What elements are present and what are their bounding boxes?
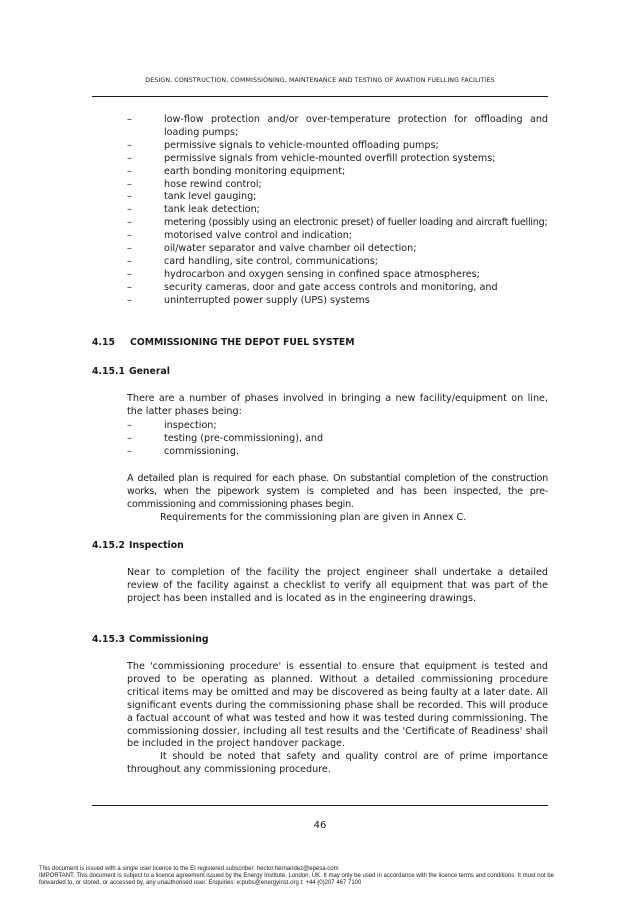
general-intro: There are a number of phases involved in bringing a new facility/equipment on line, the latter phases being: [127,393,548,417]
list-item-text: hydrocarbon and oxygen sensing in confined space atmospheres; [164,268,480,280]
list-item-text: commissioning. [164,445,239,457]
section-title: General [129,366,170,377]
section-title: Commissioning [129,634,209,645]
paragraph: Requirements for the commissioning plan are given in Annex C. [160,511,467,523]
section-number: 4.15.2 [92,540,125,551]
list-item-text: permissive signals to vehicle-mounted offloading pumps; [164,139,439,151]
list-item [127,191,548,204]
list-item [127,243,548,256]
list-item [127,269,548,282]
dash-bullet: – [127,445,132,457]
list-item-text: inspection; [164,420,217,431]
list-item [127,295,548,308]
dash-bullet: – [127,294,132,306]
list-item-text: permissive signals from vehicle-mounted overfill protection systems; [164,152,496,164]
list-item-text: metering (possibly using an electronic preset) of fueller loading and aircraft fuelling; [164,217,548,229]
commissioning-body [127,661,548,777]
dash-bullet: – [127,152,132,164]
list-item-text: oil/water separator and valve chamber oil detection; [164,243,417,255]
list-item-text: motorised valve control and indication; [164,230,353,242]
paragraph: A detailed plan is required for each phase. On substantial completion of the construction works, when the pipework system is completed and has been inspected, the pre-commissioning and commissioning phases begin. [127,473,548,510]
dash-bullet: – [127,217,132,229]
list-item [127,166,548,179]
list-item-text: tank level gauging; [164,191,257,203]
footer-divider [92,805,548,806]
list-item [127,446,548,459]
section-heading-4-15-2 [92,540,184,551]
list-item [127,433,548,446]
dash-bullet: – [127,191,132,203]
section-number: 4.15.3 [92,634,125,645]
list-item-text: security cameras, door and gate access controls and monitoring, and [164,281,498,293]
dash-bullet: – [127,204,132,216]
list-item-text: uninterrupted power supply (UPS) systems [164,294,370,306]
section-heading-4-15 [92,337,354,348]
paragraph: It should be noted that safety and quality control are of prime importance throughout any commissioning procedure. [127,751,548,776]
footer-line: IMPORTANT: This document is subject to a licence agreement issued by the Energy Institute, London, UK. It may only be used in accordance with the licence terms and conditions. It must not be [39,873,554,879]
list-item-text: hose rewind control; [164,178,262,190]
list-item-text: low-flow protection and/or over-temperature protection for offloading and loading pumps; [164,114,548,138]
dash-bullet: – [127,114,132,125]
dash-bullet: – [127,255,132,267]
equipment-list [127,114,548,308]
list-item [127,217,548,230]
section-heading-4-15-1 [92,366,170,377]
footer-line: forwarded to, or stored, or accessed by, any unauthorised user. Enquiries: e:pubs@energyinst.org t: +44 (0)207 467 7100 [39,880,362,886]
list-item [127,256,548,269]
dash-bullet: – [127,420,132,431]
dash-bullet: – [127,178,132,190]
header-divider [92,96,548,97]
dash-bullet: – [127,165,132,177]
inspection-body: Near to completion of the facility the project engineer shall undertake a detailed review of the facility against a checklist to verify all equipment that was part of the project has been installed and is located as in the engineering drawings. [127,567,548,604]
running-header: DESIGN, CONSTRUCTION, COMMISSIONING, MAINTENANCE AND TESTING OF AVIATION FUELLING FACILITIES [145,77,495,84]
dash-bullet: – [127,230,132,242]
dash-bullet: – [127,268,132,280]
list-item [127,114,548,140]
section-heading-4-15-3 [92,634,209,645]
section-number: 4.15 [92,337,115,348]
section-title: COMMISSIONING THE DEPOT FUEL SYSTEM [130,337,355,348]
dash-bullet: – [127,281,132,293]
general-body [127,473,548,525]
phases-list [127,420,548,459]
list-item [127,179,548,192]
list-item [127,153,548,166]
list-item [127,204,548,217]
dash-bullet: – [127,432,132,444]
list-item-text: testing (pre-commissioning), and [164,432,324,444]
licence-footer [39,866,609,887]
list-item-text: tank leak detection; [164,204,260,216]
section-number: 4.15.1 [92,366,125,377]
list-item [127,420,548,433]
dash-bullet: – [127,139,132,151]
paragraph: The 'commissioning procedure' is essential to ensure that equipment is tested and proved to be operating as planned. Without a detailed commissioning procedure critical items may be omitted and may be discovered as being faulty at a later date. All significant events during the commissioning phase shall be recorded. This will produce a factual account of what was tested and how it was tested during commissioning. The commissioning dossier, including all test results and the 'Certificate of Readiness' shall be included in the project handover package. [127,661,548,750]
list-item-text: card handling, site control, communications; [164,255,378,267]
page-number: 46 [313,820,327,831]
section-title: Inspection [129,540,184,551]
dash-bullet: – [127,243,132,255]
list-item [127,230,548,243]
list-item [127,282,548,295]
footer-line: This document is issued with a single user licence to the EI registered subscriber: hector.hernandez@epesa.com [39,866,339,872]
list-item-text: earth bonding monitoring equipment; [164,165,346,177]
list-item [127,140,548,153]
